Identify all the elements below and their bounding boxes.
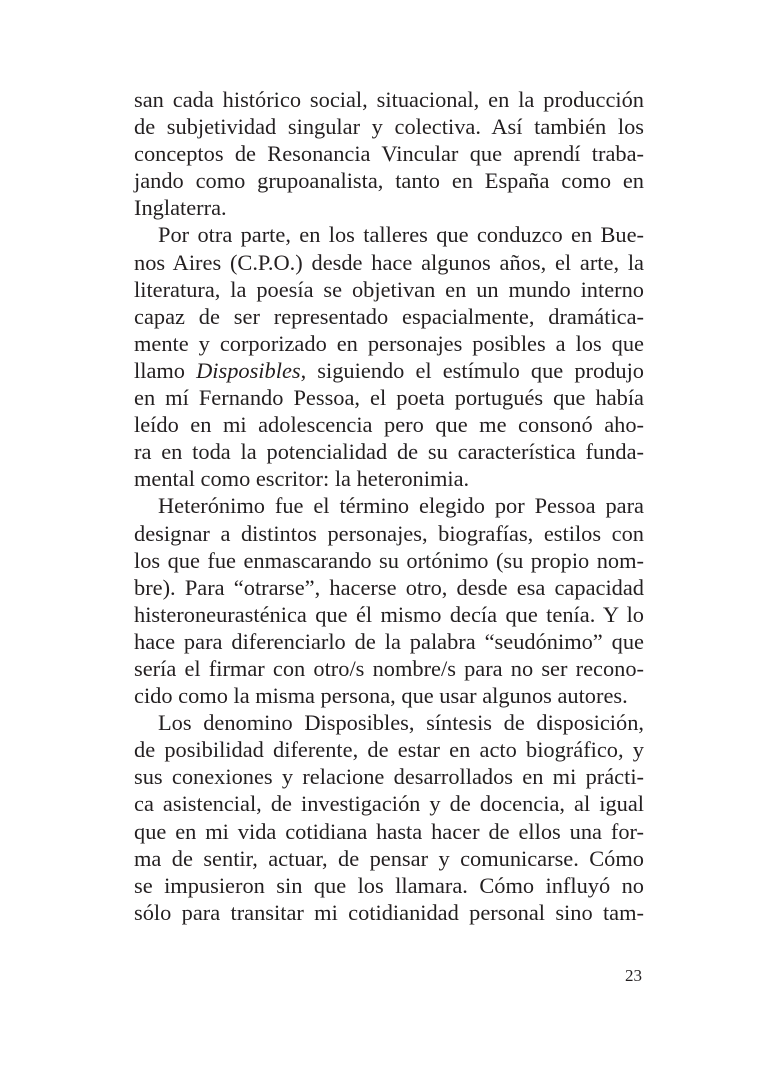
text-segment: de subjetividad singular y colectiva. Así también los	[134, 114, 644, 140]
text-segment: Los denomino Disposibles, síntesis de disposición,	[158, 710, 644, 736]
text-line	[134, 628, 644, 655]
text-segment: Inglaterra.	[134, 195, 227, 221]
text-line	[134, 845, 644, 872]
text-segment: sería el firmar con otro/s nombre/s para no ser recono-	[134, 655, 644, 681]
text-segment: capaz de ser representado espacialmente, dramática-	[134, 303, 644, 329]
text-line	[134, 194, 644, 221]
text-line	[134, 357, 644, 384]
text-segment: de posibilidad diferente, de estar en acto biográfico, y	[134, 737, 644, 763]
italic-term: Disposibles	[196, 357, 301, 383]
text-line	[134, 655, 644, 682]
text-segment: bre). Para “otrarse”, hacerse otro, desde esa capacidad	[134, 574, 644, 600]
text-line	[134, 167, 644, 194]
text-segment: en mí Fernando Pessoa, el poeta portugués que había	[134, 385, 644, 411]
text-segment: ma de sentir, actuar, de pensar y comunicarse. Cómo	[134, 845, 644, 871]
text-segment: san cada histórico social, situacional, en la producción	[134, 87, 644, 112]
text-line	[134, 899, 644, 926]
text-line	[134, 818, 644, 845]
text-segment: ca asistencial, de investigación y de docencia, al igual	[134, 791, 644, 817]
text-segment: designar a distintos personajes, biografías, estilos con	[134, 520, 644, 546]
text-line	[134, 384, 644, 411]
text-segment: se impusieron sin que los llamara. Cómo influyó no	[134, 872, 644, 898]
text-line	[134, 276, 644, 303]
text-line	[134, 438, 644, 465]
text-segment: mental como escritor: la heteronimia.	[134, 466, 470, 492]
text-segment: mente y corporizado en personajes posibles a los que	[134, 330, 644, 356]
text-line	[134, 465, 644, 492]
text-line	[134, 520, 644, 547]
text-line	[134, 872, 644, 899]
text-segment: sus conexiones y relacione desarrollados en mi prácti-	[134, 764, 644, 790]
text-line	[134, 492, 644, 519]
text-line	[134, 303, 644, 330]
text-line	[134, 682, 644, 709]
text-line	[134, 221, 644, 248]
text-line	[134, 574, 644, 601]
text-segment: hace para diferenciarlo de la palabra “seudónimo” que	[134, 628, 644, 654]
text-segment: literatura, la poesía se objetivan en un mundo interno	[134, 276, 644, 302]
text-segment: leído en mi adolescencia pero que me consonó aho-	[134, 412, 644, 438]
text-segment: los que fue enmascarando su ortónimo (su propio nom-	[134, 547, 644, 573]
text-line	[134, 709, 644, 736]
text-line	[134, 330, 644, 357]
text-segment: cido como la misma persona, que usar algunos autores.	[134, 683, 628, 709]
text-segment: llamo	[134, 357, 197, 383]
text-segment: Por otra parte, en los talleres que conduzco en Bue-	[158, 222, 644, 248]
text-line	[134, 601, 644, 628]
text-segment: nos Aires (C.P.O.) desde hace algunos años, el arte, la	[134, 249, 644, 275]
text-segment: , siguiendo el estímulo que produjo	[300, 357, 644, 383]
text-line	[134, 763, 644, 790]
text-line	[134, 140, 644, 167]
text-segment: histeroneurasténica que él mismo decía que tenía. Y lo	[134, 601, 644, 627]
text-line	[134, 736, 644, 763]
text-segment: Heterónimo fue el término elegido por Pessoa para	[158, 493, 644, 519]
text-segment: que en mi vida cotidiana hasta hacer de ellos una for-	[134, 818, 644, 844]
text-line	[134, 86, 644, 113]
text-line	[134, 113, 644, 140]
text-line	[134, 249, 644, 276]
text-segment: jando como grupoanalista, tanto en España como en	[134, 168, 644, 194]
text-line	[134, 411, 644, 438]
text-segment: conceptos de Resonancia Vincular que aprendí traba-	[134, 141, 644, 167]
body-text	[134, 86, 644, 926]
text-line	[134, 790, 644, 817]
page-number: 23	[625, 966, 642, 985]
text-segment: sólo para transitar mi cotidianidad personal sino tam-	[134, 899, 644, 925]
text-segment: ra en toda la potencialidad de su característica funda-	[134, 439, 644, 465]
text-line	[134, 547, 644, 574]
